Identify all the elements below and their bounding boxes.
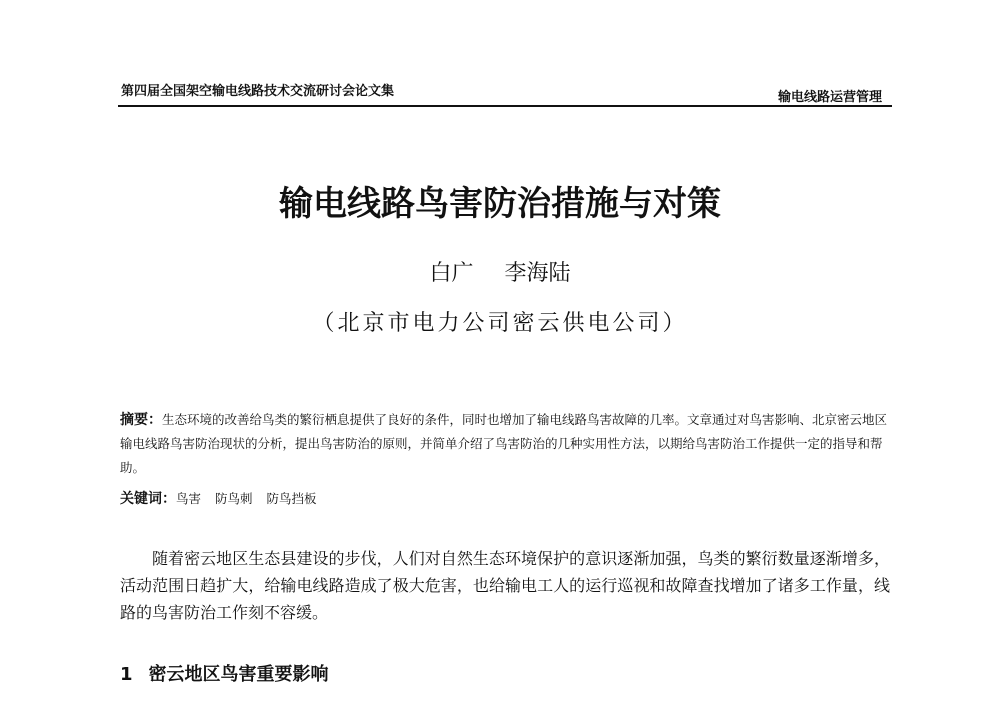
header-divider [118, 105, 892, 107]
author-name: 李海陆 [504, 261, 571, 286]
abstract [120, 408, 890, 480]
author-name: 白广 [429, 261, 474, 286]
paper-title: 输电线路鸟害防治措施与对策 [279, 184, 721, 224]
keywords-label: 关键词： [120, 491, 176, 507]
section-title: 密云地区鸟害重要影响 [148, 664, 329, 685]
affiliation: （北京市电力公司密云供电公司） [312, 311, 688, 336]
abstract-label: 摘要： [120, 412, 162, 428]
section-heading [120, 660, 329, 686]
running-header-section: 输电线路运营管理 [777, 90, 882, 105]
running-header-proceedings: 第四届全国架空输电线路技术交流研讨会论文集 [121, 84, 395, 99]
section-number: 1 [120, 664, 133, 685]
keyword: 防鸟刺 [215, 491, 253, 506]
keyword: 防鸟挡板 [266, 491, 317, 506]
keyword: 鸟害 [176, 491, 202, 506]
abstract-text: 生态环境的改善给鸟类的繁衍栖息提供了良好的条件，同时也增加了输电线路鸟害故障的几率。文章通过对鸟害影响、北京密云地区输电线路鸟害防治现状的分析，提出鸟害防治的原则，并简单介绍了鸟害防治的几种实用性方法，以期给鸟害防治工作提供一定的指导和帮助。 [120, 412, 888, 475]
authors [0, 256, 1000, 287]
keywords [120, 488, 890, 508]
body-paragraph: 随着密云地区生态县建设的步伐，人们对自然生态环境保护的意识逐渐加强，鸟类的繁衍数量逐渐增多，活动范围日趋扩大，给输电线路造成了极大危害，也给输电工人的运行巡视和故障查找增加了诸多工作量，线路的鸟害防治工作刻不容缓。 [120, 549, 890, 622]
